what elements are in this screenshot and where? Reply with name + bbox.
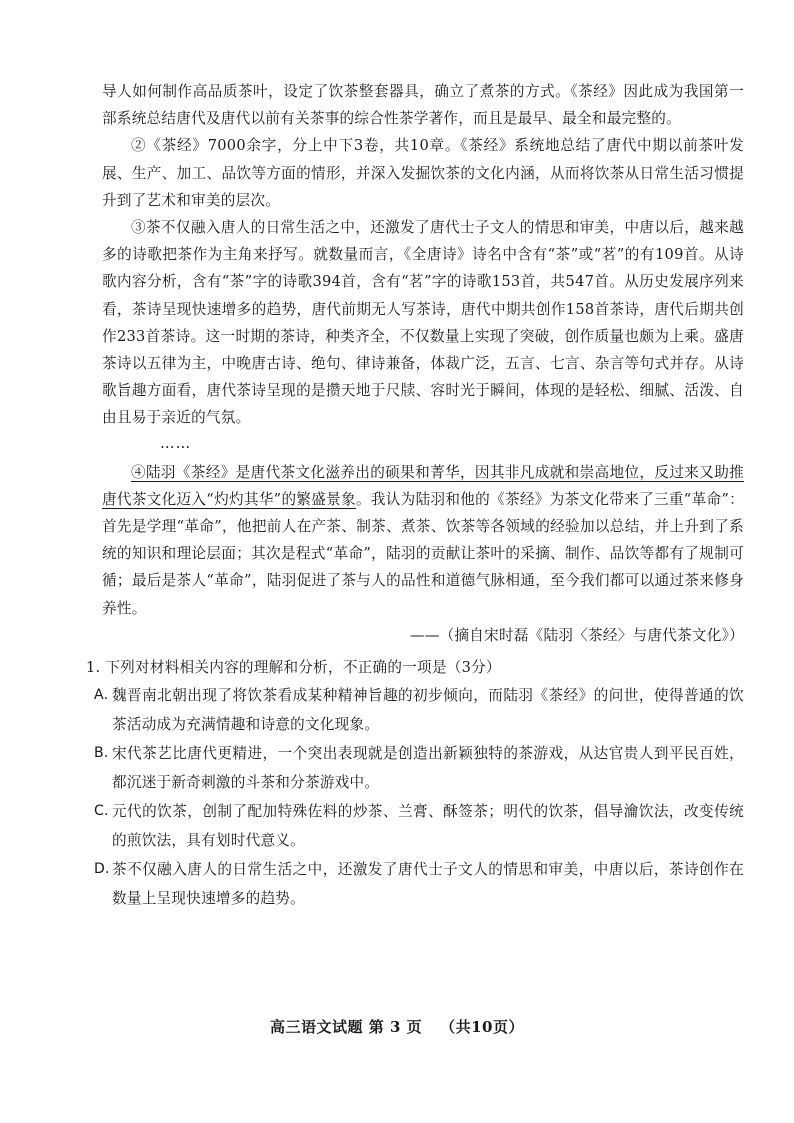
question-1-stem: 1. 下列对材料相关内容的理解和分析，不正确的一项是（3分） [86,659,501,677]
option-c-label: C. [94,803,109,820]
footer-page-number: 高三语文试题 第 3 页 [270,1018,423,1036]
paragraph-4 [102,459,744,622]
option-a [94,681,744,739]
option-a-label: A. [94,687,109,704]
option-d [94,855,744,913]
option-b-label: B. [94,745,109,762]
paragraph-2: ②《茶经》7000余字，分上中下3卷，共10章。《茶经》系统地总结了唐代中期以前茶叶发展、生产、加工、品饮等方面的情形，并深入发掘饮茶的文化内涵，从而将饮茶从日常生活习惯提升到了艺术和审美的层次。 [102,137,744,209]
ellipsis: …… [160,434,192,452]
source-citation: ——（摘自宋时磊《陆羽〈茶经〉与唐代茶文化》） [409,626,744,644]
option-a-text: 魏晋南北朝出现了将饮茶看成某种精神旨趣的初步倾向，而陆羽《茶经》的问世，使得普通的饮茶活动成为充满情趣和诗意的文化现象。 [112,687,744,734]
question-1-options [94,681,744,913]
option-b-text: 宋代茶艺比唐代更精进，一个突出表现就是创造出新颖独特的茶游戏，从达官贵人到平民百姓，都沉迷于新奇刺激的斗茶和分茶游戏中。 [112,745,744,792]
paragraph-1-continued: 导人如何制作高品质茶叶，设定了饮茶整套器具，确立了煮茶的方式。《茶经》因此成为我国第一部系统总结唐代及唐代以前有关茶事的综合性茶学著作，而且是最早、最全和最完整的。 [102,83,744,128]
option-c-text: 元代的饮茶，创制了配加特殊佐料的炒茶、兰膏、酥签茶；明代的饮茶，倡导瀹饮法，改变传统的煎饮法，具有划时代意义。 [112,803,744,850]
option-d-label: D. [94,861,110,878]
paragraph-3: ③茶不仅融入唐人的日常生活之中，还激发了唐代士子文人的情思和审美，中唐以后，越来越多的诗歌把茶作为主角来抒写。就数量而言，《全唐诗》诗名中含有“茶”或“茗”的有109首。从诗歌内容分析，含有“茶”字的诗歌394首，含有“茗”字的诗歌153首，共547首。从历史发展序列来看，茶诗呈现快速增多的趋势，唐代前期无人写茶诗，唐代中期共创作158首茶诗，唐代后期共创作233首茶诗。这一时期的茶诗，种类齐全，不仅数量上实现了突破，创作质量也颇为上乘。盛唐茶诗以五律为主，中晚唐古诗、绝句、律诗兼备，体裁广泛，五言、七言、杂言等句式并存。从诗歌旨趣方面看，唐代茶诗呈现的是攒天地于尺牍、容时光于瞬间，体现的是轻松、细腻、活泼、自由且易于亲近的气氛。 [102,219,744,427]
footer-total-pages: （共10页） [440,1018,524,1036]
paragraph-4-rest: 。我认为陆羽和他的《茶经》为茶文化带来了三重“革命”：首先是学理“革命”，他把前人在产茶、制茶、煮茶、饮茶等各领域的经验加以总结，并上升到了系统的知识和理论层面；其次是程式“革命”，陆羽的贡献让茶叶的采摘、制作、品饮等都有了规制可循；最后是茶人“革命”，陆羽促进了茶与人的品性和道德气脉相通，至今我们都可以通过茶来修身养性。 [102,490,744,617]
option-b [94,739,744,797]
page-footer [0,1016,794,1037]
paragraph-4-underlined-sentence: ④陆羽《茶经》是唐代茶文化滋养出的硕果和菁华，因其非凡成就和崇高地位，反过来又助推唐代茶文化迈入“灼灼其华”的繁盛景象 [102,463,744,508]
option-d-text: 茶不仅融入唐人的日常生活之中，还激发了唐代士子文人的情思和审美，中唐以后，茶诗创作在数量上呈现快速增多的趋势。 [112,861,744,908]
option-c [94,797,744,855]
